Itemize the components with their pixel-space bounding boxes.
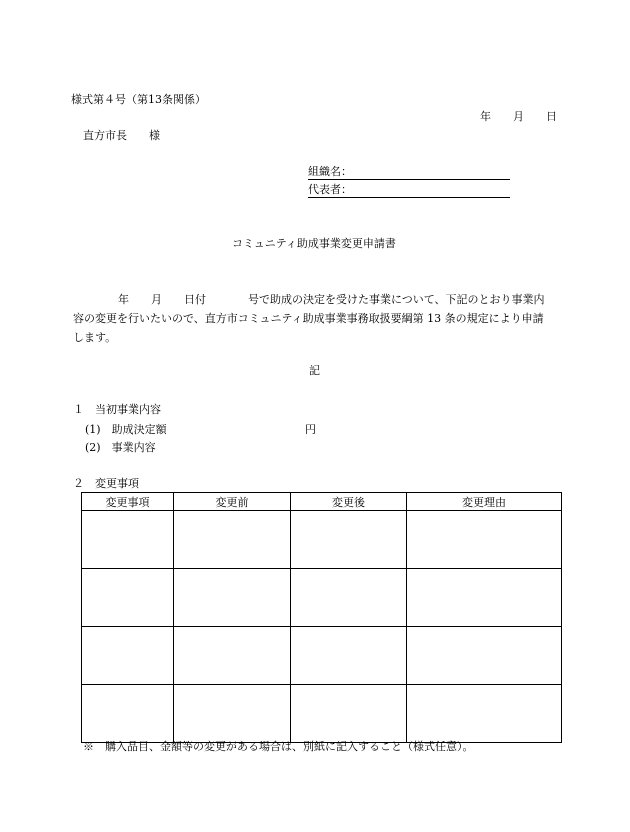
table-cell[interactable] xyxy=(82,511,174,569)
ki-marker: 記 xyxy=(309,364,320,377)
table-cell[interactable] xyxy=(407,627,562,685)
table-row xyxy=(82,627,562,685)
table-cell[interactable] xyxy=(407,685,562,743)
body-month: 月 xyxy=(151,293,162,306)
date-day-label: 日 xyxy=(546,110,557,123)
body-line-1 xyxy=(73,290,565,309)
footnote: ※ 購入品目、金額等の変更がある場合は、別紙に記入すること（様式任意）。 xyxy=(83,740,474,753)
table-cell[interactable] xyxy=(82,569,174,627)
project-content-label: (2) 事業内容 xyxy=(85,441,156,454)
table-cell[interactable] xyxy=(291,685,407,743)
column-header: 変更後 xyxy=(291,493,407,511)
body-text-1: 号で助成の決定を受けた事業について、下記のとおり事業内 xyxy=(248,293,545,306)
addressee xyxy=(83,130,160,141)
document-title: コミュニティ助成事業変更申請書 xyxy=(232,237,396,250)
body-day: 日付 xyxy=(184,293,206,306)
org-name-field[interactable] xyxy=(308,166,510,180)
form-number: 様式第４号（第13条関係） xyxy=(71,93,206,106)
table-cell[interactable] xyxy=(407,511,562,569)
table-cell[interactable] xyxy=(174,627,291,685)
table-cell[interactable] xyxy=(407,569,562,627)
body-year: 年 xyxy=(118,293,129,306)
table-cell[interactable] xyxy=(291,627,407,685)
addressee-name: 直方市長 xyxy=(83,129,127,142)
table-cell[interactable] xyxy=(174,511,291,569)
column-header: 変更理由 xyxy=(407,493,562,511)
table-header-row xyxy=(82,493,562,511)
table-row xyxy=(82,569,562,627)
date-line xyxy=(480,111,557,122)
date-month-label: 月 xyxy=(513,110,524,123)
table-cell[interactable] xyxy=(291,569,407,627)
table-cell[interactable] xyxy=(82,627,174,685)
grant-amount-unit: 円 xyxy=(305,423,316,436)
table-row xyxy=(82,511,562,569)
section2-heading: ２ 変更事項 xyxy=(73,477,139,490)
date-year-label: 年 xyxy=(480,110,491,123)
body-line-2: 容の変更を行いたいので、直方市コミュニティ助成事業事務取扱要綱第 13 条の規定により申請 xyxy=(73,312,544,325)
body-line-3: します。 xyxy=(73,331,117,344)
section1-heading: １ 当初事業内容 xyxy=(73,403,161,416)
table-cell[interactable] xyxy=(291,511,407,569)
grant-amount-label: (1) 助成決定額 xyxy=(85,423,167,436)
table-cell[interactable] xyxy=(174,685,291,743)
table-row xyxy=(82,685,562,743)
representative-label: 代表者： xyxy=(308,183,352,196)
table-cell[interactable] xyxy=(82,685,174,743)
addressee-honorific: 様 xyxy=(149,129,160,142)
change-table xyxy=(81,492,562,743)
org-name-label: 組織名： xyxy=(308,165,352,178)
column-header: 変更前 xyxy=(174,493,291,511)
table-cell[interactable] xyxy=(174,569,291,627)
representative-field[interactable] xyxy=(308,184,510,198)
column-header: 変更事項 xyxy=(82,493,174,511)
body-paragraph xyxy=(73,290,565,347)
